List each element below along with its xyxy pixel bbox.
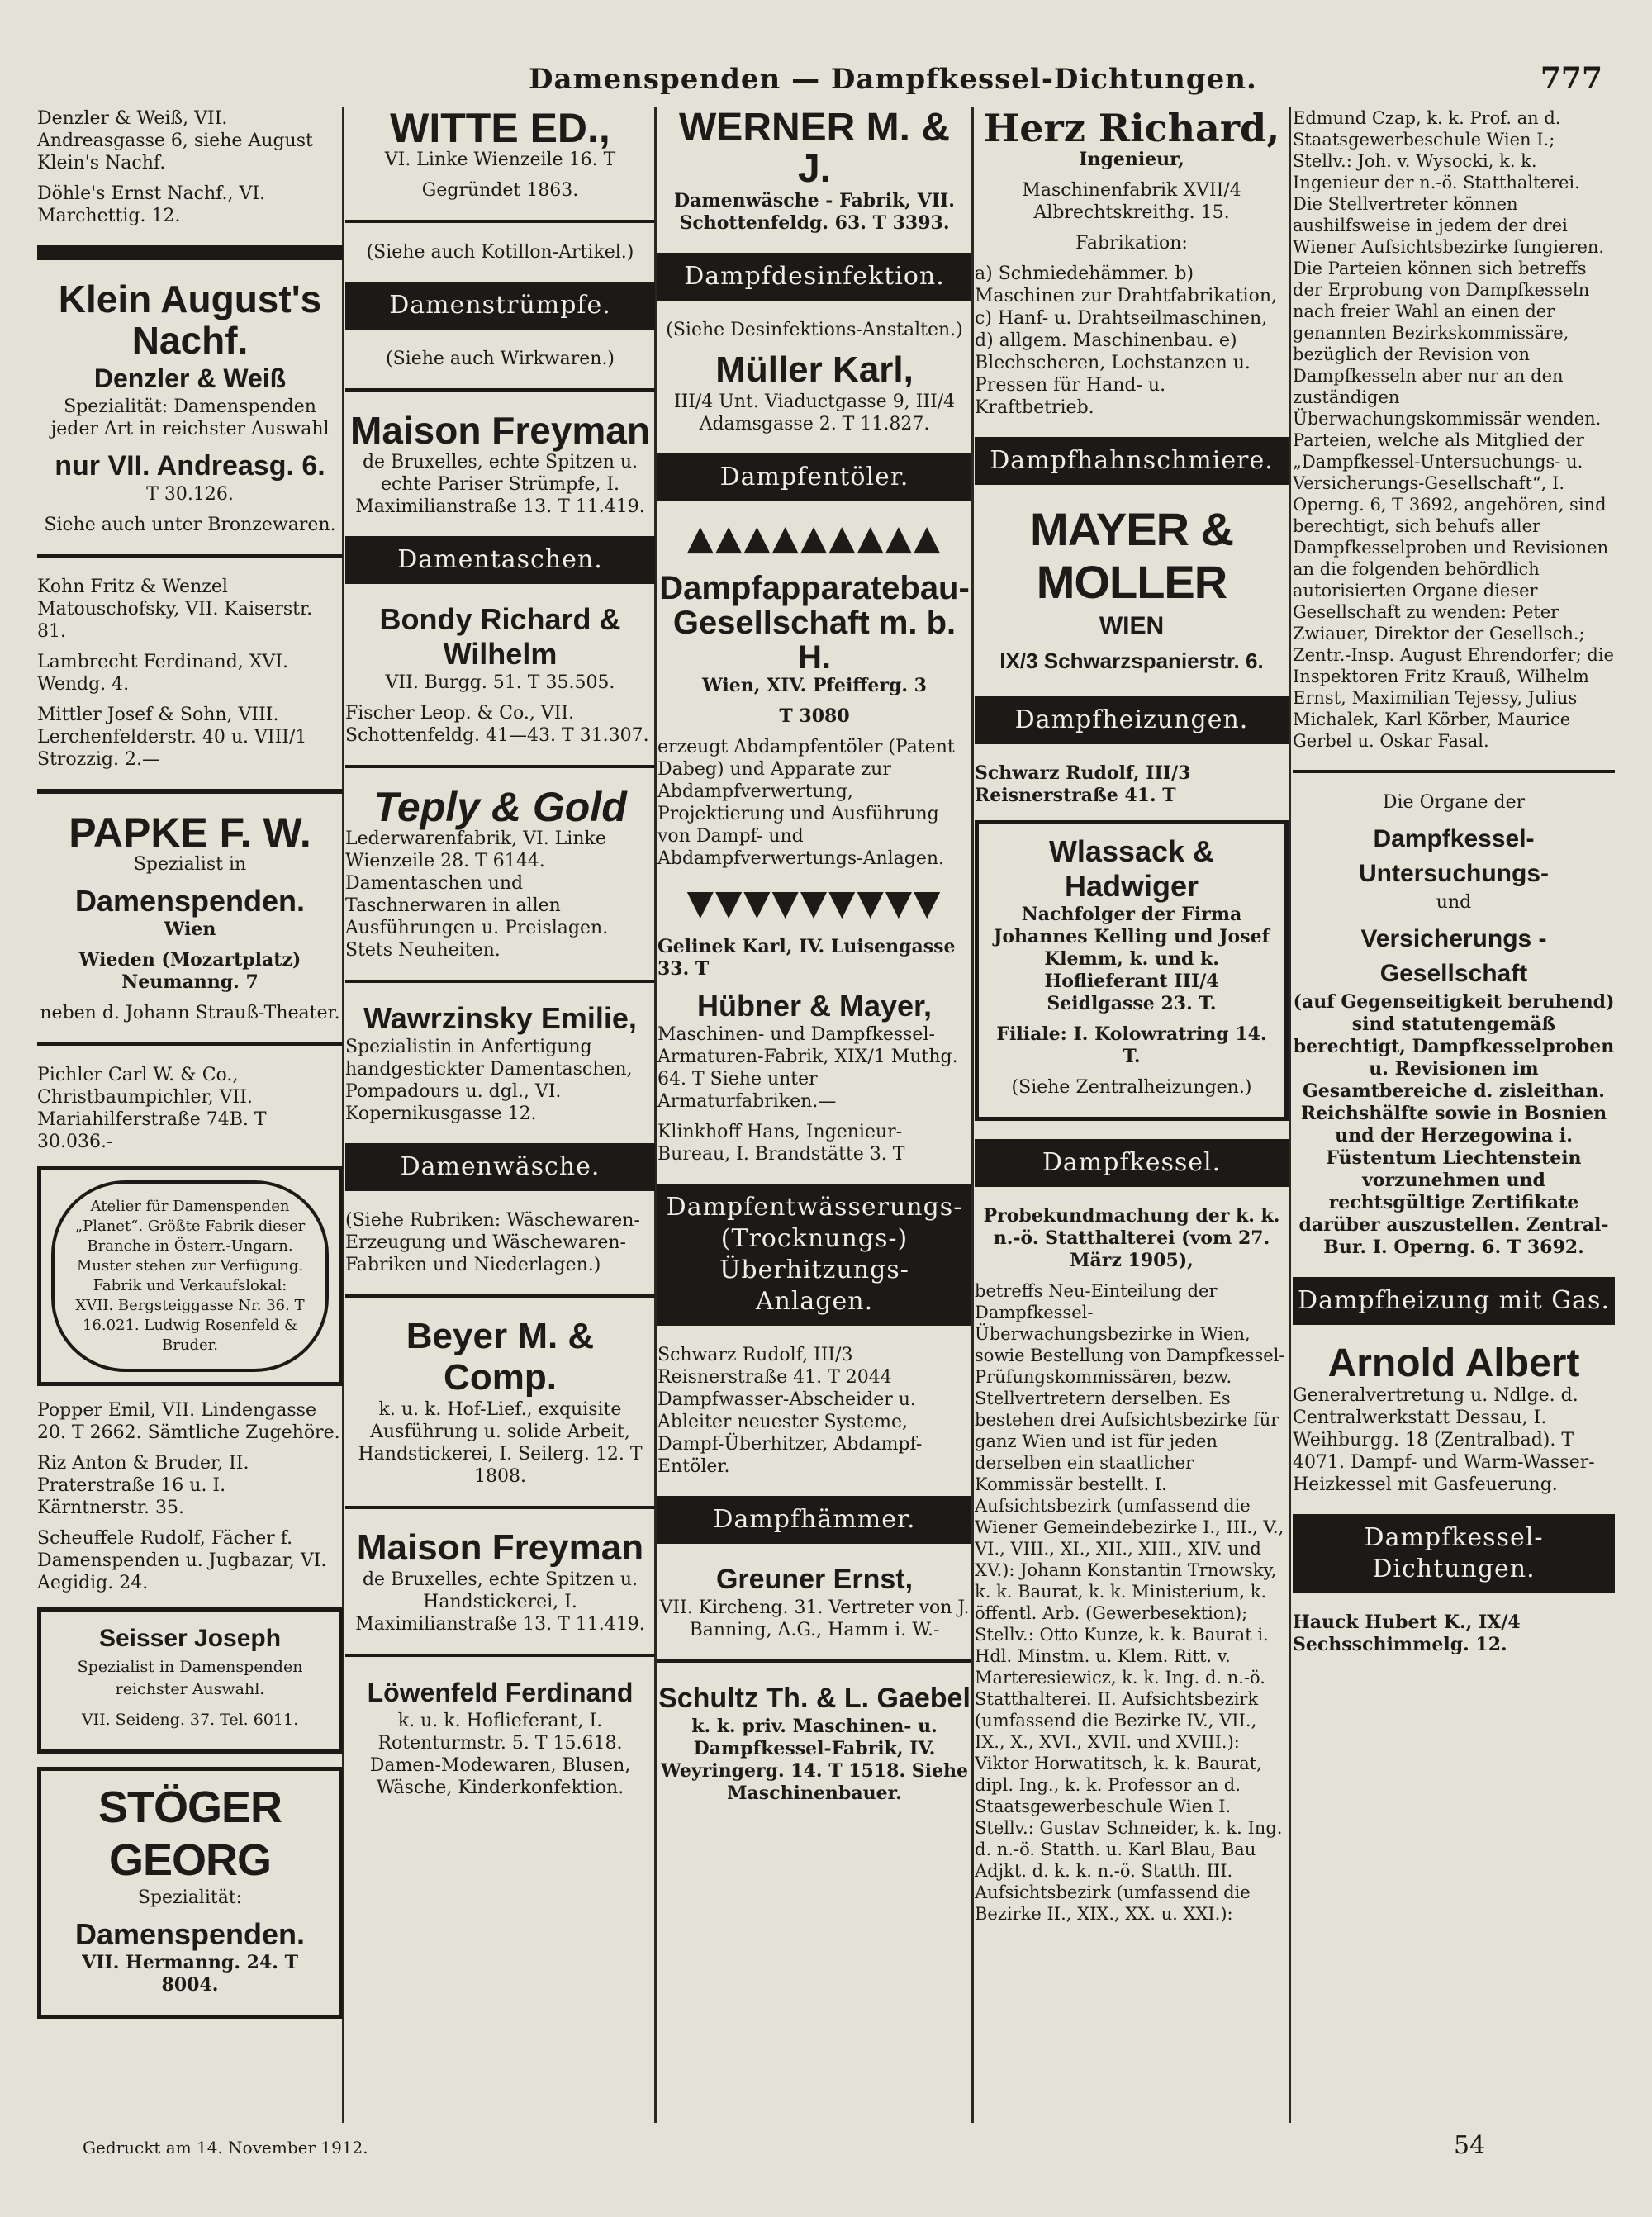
ad-name: Herz Richard, xyxy=(983,107,1280,150)
advertisement xyxy=(37,809,343,1024)
ad-name: WERNER M. & J. xyxy=(679,107,950,191)
ad-text: k. u. k. Hoflieferant, I. Rotenturmstr. 5. T 15.618. Damen-Modewaren, Blusen, Wäsche, Kinderkonfektion. xyxy=(369,1711,631,1798)
advertisement-box xyxy=(975,820,1289,1121)
listing-entry: Riz Anton & Bruder, II. Praterstraße 16 u. I. Kärntnerstr. 35. xyxy=(37,1453,249,1518)
ad-text: Spezialität: Damenspenden jeder Art in reichster Auswahl xyxy=(50,396,330,439)
ad-phone: T 30.126. xyxy=(146,484,234,505)
page-header xyxy=(0,58,1652,107)
ornament-border: ▼▼▼▼▼▼▼▼▼ xyxy=(686,882,942,923)
notice-heading: Probekundmachung der k. k. n.-ö. Statthalterei (vom 27. März 1905), xyxy=(983,1205,1280,1271)
ad-name: Seisser Joseph xyxy=(98,1625,282,1652)
cross-reference: (Siehe Zentralheizungen.) xyxy=(1011,1077,1252,1098)
divider xyxy=(345,980,655,983)
cross-reference: (Siehe auch Kotillon-Artikel.) xyxy=(366,242,634,263)
running-title: Damenspenden — Dampfkessel-Dichtungen. xyxy=(529,63,1257,96)
section-heading: Dampfhämmer. xyxy=(657,1496,971,1544)
ad-name: PAPKE F. W. xyxy=(69,809,311,856)
column-rule xyxy=(971,107,974,2123)
advertisement xyxy=(345,107,655,202)
ad-text: III/4 Unt. Viaductgasse 9, III/4 Adamsgasse 2. T 11.827. xyxy=(673,392,956,434)
column-1 xyxy=(37,107,343,2123)
advertisement xyxy=(37,278,343,536)
column-2 xyxy=(345,107,655,2123)
divider xyxy=(345,1294,655,1298)
ornament-border: ▲▲▲▲▲▲▲▲▲ xyxy=(686,517,942,558)
listing-entry: Denzler & Weiß, VII. Andreasgasse 6, siehe August Klein's Nachf. xyxy=(37,108,313,173)
ad-name: WITTE ED., xyxy=(390,107,610,151)
listing-entry: Popper Emil, VII. Lindengasse 20. T 2662. Sämtliche Zugehöre. xyxy=(37,1400,340,1443)
ad-address: Maschinenfabrik XVII/4 Albrechtskreithg. 15. xyxy=(1022,180,1241,223)
ad-text: Spezialist in Damenspenden reichster Auswahl. xyxy=(77,1658,303,1698)
ad-text: Lederwarenfabrik, VI. Linke Wienzeile 28. T 6144. Damentaschen und Taschnerwaren in allen Ausführungen u. Preislagen. Stets Neuheiten. xyxy=(345,828,609,961)
section-heading: Damentaschen. xyxy=(345,536,655,584)
ad-and: und xyxy=(1436,892,1472,913)
ad-name: Dampfkessel-Untersuchungs- xyxy=(1358,825,1549,887)
listing-entry: Hauck Hubert K., IX/4 Sechsschimmelg. 12. xyxy=(1293,1612,1521,1655)
section-heading: Dampfentwässerungs- (Trocknungs-) Überhitzungs-Anlagen. xyxy=(657,1184,971,1326)
sheet-number: 54 xyxy=(1454,2131,1486,2160)
notice-text: Edmund Czap, k. k. Prof. an d. Staatsgewerbeschule Wien I.; Stellv.: Joh. v. Wysocki, k. k. Ingenieur der n.-ö. Statthalterei. Die Stellvertreter können aushilfsweise in jedem der drei Wiener Aufsichtsbezirke fungieren. Die Parteien können sich betreffs der Erprobung von Dampfkesseln nach freier Wahl an einen der genannten Bezirkskommissäre, bezüglich der Revision von Dampfkesseln aber nur an den zuständigen Überwachungskommissär wenden. Parteien, welche als Mitglied der „Dampfkessel-Untersuchungs- u. Versicherungs-Gesellschaft“, I. Operng. 6, T 3692, angehören, sind berechtigt, sich behufs aller Dampfkesselproben und Revisionen an die folgenden behördlich autorisierten Organe dieser Gesellschaft zu wenden: Peter Zwiauer, Direktor der Gesellsch.; Zentr.-Insp. August Ehrendorfer; die Inspektoren Fritz Krauß, Wilhelm Ernst, Maximilian Tejessy, Julius Michalek, Karl Körber, Maurice Gerbel u. Oskar Fasal. xyxy=(1293,108,1614,751)
listing-entry: Lambrecht Ferdinand, XVI. Wendg. 4. xyxy=(37,652,289,695)
divider xyxy=(37,554,343,558)
section-heading: Dampfkessel-Dichtungen. xyxy=(1293,1514,1615,1593)
ad-name: MAYER & MOLLER xyxy=(1029,503,1234,608)
ad-spec: Spezialität: xyxy=(137,1887,243,1908)
page-number: 777 xyxy=(1540,61,1602,96)
section-heading: Damenwäsche. xyxy=(345,1143,655,1191)
ad-name: Wawrzinsky Emilie, xyxy=(363,1001,637,1035)
listing-entry: Schwarz Rudolf, III/3 Reisnerstraße 41. T xyxy=(975,762,1191,806)
divider xyxy=(345,388,655,392)
listing-entry: Fischer Leop. & Co., VII. Schottenfeldg. 41—43. T 31.307. xyxy=(345,703,649,746)
ad-text: (auf Gegenseitigkeit beruhend) sind statutengemäß berechtigt, Dampfkesselproben u. Revisionen im Gesamtbereiche d. zisleithan. Reichshälfte sowie in Bosnien und der Herzegowina i. Füstentum Liechtenstein vorzunehmen und rechtsgültige Zertifikate darüber auszustellen. Zentral-Bur. I. Operng. 6. T 3692. xyxy=(1293,991,1615,1258)
ad-name: Wlassack & Hadwiger xyxy=(1048,834,1215,903)
ad-address: Wien, XIV. Pfeifferg. 3 xyxy=(702,675,927,696)
ad-address: nur VII. Andreasg. 6. xyxy=(55,450,325,482)
notice-text: betreffs Neu-Einteilung der Dampfkessel-Überwachungsbezirke in Wien, sowie Bestellung von Dampfkessel-Prüfungskommissären, bezw. Stellvertretern derselben. Es bestehen drei Aufsichtsbezirke für ganz Wien und ist für jeden derselben ein staatlicher Kommissär bestellt. I. Aufsichtsbezirk (umfassend die Wiener Gemeindebezirke I., III., V., VI., VIII., XI., XII., XIII., XIV. und XV.): Johann Konstantin Trnowsky, k. k. Baurat, k. k. Ministerium, k. öffentl. Arb. (Gewerbesektion); Stellv.: Otto Kunze, k. k. Baurat i. Hdl. Minstm. u. Klem. Ritt. v. Marteresiewicz, k. k. Ing. d. n.-ö. Statthalterei. II. Aufsichtsbezirk (umfassend die Bezirke IV., VII., IX., X., XVI., XVII. und XVIII.): Viktor Horwatitsch, k. k. Baurat, dipl. Ing., k. k. Professor an d. Staatsgewerbeschule Wien I. Stellv.: Gustav Schneider, k. k. Ing. d. n.-ö. Statth. u. Karl Blau, Bau Adjkt. d. k. k. n.-ö. Statth. III. Aufsichtsbezirk (umfassend die Bezirke II., XIX., XX. u. XXI.): xyxy=(975,1281,1285,1924)
ad-text: Atelier für Damenspenden „Planet“. Größte Fabrik dieser Branche in Österr.-Ungarn. Muster stehen zur Verfügung. Fabrik und Verkaufslokal: XVII. Bergsteiggasse Nr. 36. T 16.021. Ludwig Rosenfeld & Bruder. xyxy=(51,1180,329,1372)
section-heading: Damenstrümpfe. xyxy=(345,282,655,330)
ad-note: Siehe auch unter Bronzewaren. xyxy=(44,515,336,535)
ad-text: erzeugt Abdampfentöler (Patent Dabeg) und Apparate zur Abdampfverwertung, Projektierung und Ausführung von Dampf- und Abdampfverwertungs-Anlagen. xyxy=(657,737,955,869)
ad-item: Damenspenden. xyxy=(74,1917,306,1951)
divider xyxy=(1293,770,1615,773)
cross-reference: (Siehe auch Wirkwaren.) xyxy=(386,349,615,369)
ad-text: Maschinen- und Dampfkessel-Armaturen-Fabrik, XIX/1 Muthg. 64. T Siehe unter Armaturfabriken.— xyxy=(657,1024,958,1112)
ad-address: IX/3 Schwarzspanierstr. 6. xyxy=(999,648,1264,673)
column-5 xyxy=(1293,107,1615,2123)
listing-entry: Kohn Fritz & Wenzel Matouschofsky, VII. Kaiserstr. 81. xyxy=(37,577,313,642)
ad-heading: Fabrikation: xyxy=(1075,233,1188,254)
ad-text: Spezialistin in Anfertigung handgestickter Damentaschen, Pompadours u. dgl., VI. Kopernikusgasse 12. xyxy=(345,1037,633,1124)
ad-name: STÖGER GEORG xyxy=(97,1783,282,1885)
ad-note: neben d. Johann Strauß-Theater. xyxy=(40,1003,340,1023)
listing-entry: Gelinek Karl, IV. Luisengasse 33. T xyxy=(657,936,956,980)
ad-name: Schultz Th. & L. Gaebel xyxy=(658,1683,971,1714)
column-4 xyxy=(975,107,1289,2123)
section-heading: Dampfentöler. xyxy=(657,453,971,501)
column-3 xyxy=(657,107,971,2123)
ad-name: Klein August's Nachf. xyxy=(58,278,322,362)
cross-reference: (Siehe Desinfektions-Anstalten.) xyxy=(666,320,963,340)
section-heading: Dampfhahnschmiere. xyxy=(975,437,1289,485)
section-heading: Dampfheizung mit Gas. xyxy=(1293,1277,1615,1325)
ad-since: Gegründet 1863. xyxy=(421,180,579,201)
ad-text: k. u. k. Hof-Lief., exquisite Ausführung u. solide Arbeit, Handstickerei, I. Seilerg. 12. T 1808. xyxy=(358,1399,643,1487)
ad-name: Bondy Richard & Wilhelm xyxy=(379,602,621,671)
advertisement-box xyxy=(37,1166,343,1386)
ad-address: VII. Seideng. 37. Tel. 6011. xyxy=(81,1711,299,1729)
ad-city: WIEN xyxy=(1099,612,1165,639)
ad-name: Versicherungs - Gesellschaft xyxy=(1360,925,1547,987)
ad-address: VII. Burgg. 51. T 35.505. xyxy=(385,672,615,693)
ad-name: Arnold Albert xyxy=(1327,1341,1580,1385)
ad-item: Damenspenden. xyxy=(74,884,306,918)
ad-city: Wien xyxy=(164,919,216,940)
listing-entry: Pichler Carl W. & Co., Christbaumpichler, VII. Mariahilferstraße 74B. T 30.036.- xyxy=(37,1065,267,1152)
divider xyxy=(37,789,343,794)
ad-name: Beyer M. & Comp. xyxy=(406,1316,595,1398)
divider xyxy=(37,245,343,260)
ad-name: Dampfapparatebau-Gesellschaft m. b. H. xyxy=(659,570,970,676)
section-heading: Dampfdesinfektion. xyxy=(657,253,971,301)
ad-name: Hübner & Mayer, xyxy=(696,989,933,1023)
ad-spec: Spezialist in xyxy=(133,854,247,875)
ad-name: Maison Freyman xyxy=(356,1527,644,1568)
cross-reference: (Siehe Rubriken: Wäschewaren-Erzeugung und Wäschewaren-Fabriken und Niederlagen.) xyxy=(345,1210,640,1275)
ad-subname: Denzler & Weiß xyxy=(93,363,287,393)
divider xyxy=(345,1506,655,1509)
ad-text: a) Schmiedehämmer. b) Maschinen zur Drahtfabrikation, c) Hanf- u. Drahtseilmaschinen, d) allgem. Maschinenbau. e) Blechscheren, Lochstanzen u. Pressen für Hand- u. Kraftbetrieb. xyxy=(975,263,1277,418)
listing-entry: Schwarz Rudolf, III/3 Reisnerstraße 41. T 2044 Dampfwasser-Abscheider u. Ableiter neuester Systeme, Dampf-Überhitzer, Abdampf-Entöler. xyxy=(657,1345,923,1477)
ad-name: Müller Karl, xyxy=(715,349,914,390)
ad-text: Nachfolger der Firma Johannes Kelling und Josef Klemm, k. und k. Hoflieferant III/4 Seidlgasse 23. T. xyxy=(993,904,1270,1014)
ad-branch: Filiale: I. Kolowratring 14. T. xyxy=(996,1023,1267,1067)
divider xyxy=(345,1654,655,1657)
listing-entry: Scheuffele Rudolf, Fächer f. Damenspenden u. Jugbazar, VI. Aegidig. 24. xyxy=(37,1528,327,1593)
divider xyxy=(657,1659,971,1663)
ad-text: Generalvertretung u. Ndlge. d. Centralwerkstatt Dessau, I. Weihburgg. 18 (Zentralbad). T 4071. Dampf- und Warm-Wasser-Heizkessel mit Gasfeuerung. xyxy=(1293,1385,1595,1495)
ad-text: VII. Kircheng. 31. Vertreter von J. Banning, A.G., Hamm i. W.- xyxy=(659,1597,970,1640)
listing-entry: Döhle's Ernst Nachf., VI. Marchettig. 12. xyxy=(37,183,266,226)
print-date: Gedruckt am 14. November 1912. xyxy=(83,2138,368,2158)
ad-title: Ingenieur, xyxy=(1079,149,1184,170)
ad-pre: Die Organe der xyxy=(1382,792,1526,813)
ad-phone: T 3080 xyxy=(779,705,850,727)
ad-text: de Bruxelles, echte Spitzen u. Handstickerei, I. Maximilianstraße 13. T 11.419. xyxy=(355,1569,645,1635)
advertisement-box xyxy=(37,1607,343,1754)
ad-text: k. k. priv. Maschinen- u. Dampfkessel-Fabrik, IV. Weyringerg. 14. T 1518. Siehe Maschinenbauer. xyxy=(660,1716,969,1804)
section-heading: Dampfheizungen. xyxy=(975,696,1289,744)
section-heading: Dampfkessel. xyxy=(975,1139,1289,1187)
ad-name: Maison Freyman xyxy=(350,409,650,452)
ad-name: Teply & Gold xyxy=(373,784,627,830)
ad-name: Löwenfeld Ferdinand xyxy=(367,1678,634,1707)
column-rule xyxy=(1289,107,1291,2123)
listing-entry: Klinkhoff Hans, Ingenieur-Bureau, I. Brandstätte 3. T xyxy=(657,1122,905,1165)
divider xyxy=(37,1042,343,1046)
ad-address: VI. Linke Wienzeile 16. T xyxy=(384,150,616,170)
ad-text: de Bruxelles, echte Spitzen u. echte Pariser Strümpfe, I. Maximilianstraße 13. T 11.419. xyxy=(355,452,645,517)
listing-entry: Mittler Josef & Sohn, VIII. Lerchenfelderstr. 40 u. VIII/1 Strozzig. 2.— xyxy=(37,705,307,770)
ad-address: VII. Hermanng. 24. T 8004. xyxy=(82,1952,298,1996)
divider xyxy=(345,220,655,223)
divider xyxy=(345,765,655,768)
ad-name: Greuner Ernst, xyxy=(715,1564,914,1595)
ad-text: Damenwäsche - Fabrik, VII. Schottenfeldg. 63. T 3393. xyxy=(674,190,955,234)
advertisement-box xyxy=(37,1767,343,2019)
ad-address: Wieden (Mozartplatz) Neumanng. 7 xyxy=(78,949,301,993)
